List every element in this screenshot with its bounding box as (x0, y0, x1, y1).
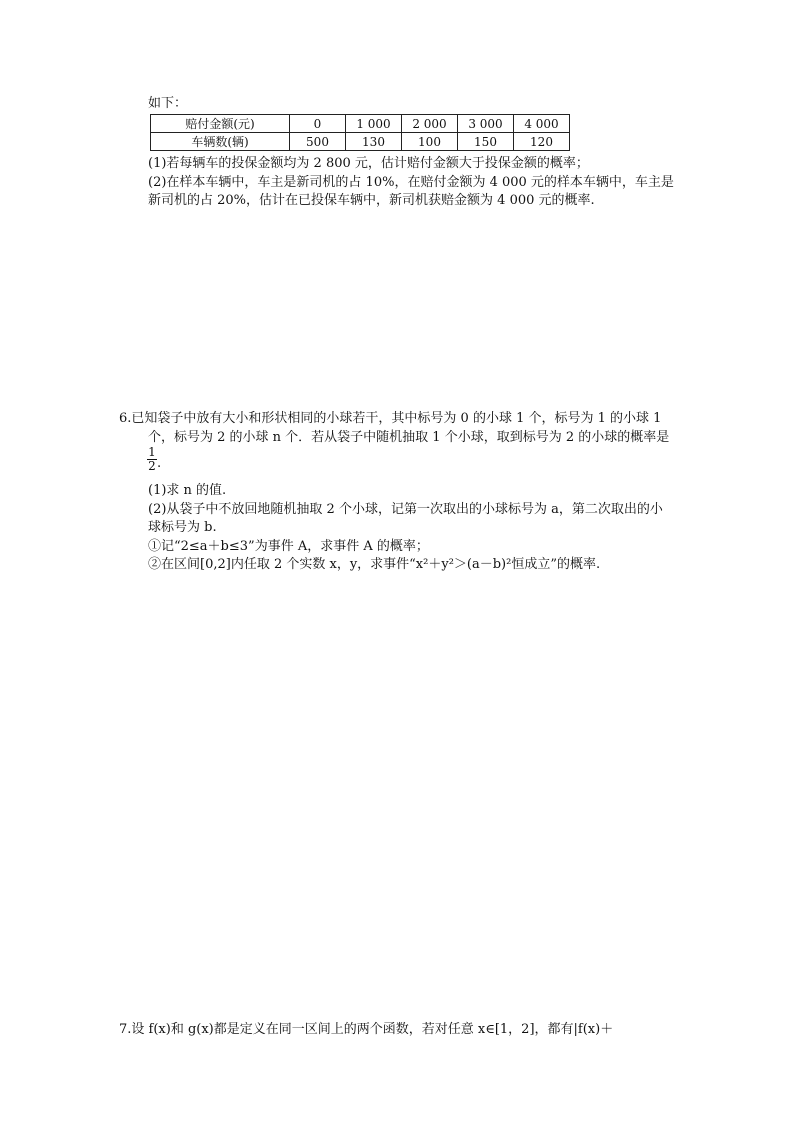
table-row (151, 133, 570, 151)
table-cell: 2 000 (402, 115, 458, 133)
table-cell: 4 000 (514, 115, 570, 133)
claims-table (150, 114, 570, 151)
fraction-denominator: 2 (148, 459, 156, 473)
q5-part1: (1)若每辆车的投保金额均为 2 800 元，估计赔付金额大于投保金额的概率； (148, 156, 589, 171)
q6-part1: (1)求 n 的值. (148, 483, 227, 498)
q6-stem-line2: 个，标号为 2 的小球 n 个．若从袋子中随机抽取 1 个小球，取到标号为 2 的小球的概率是 (148, 430, 670, 445)
fraction-one-half (147, 446, 157, 473)
table-header-cell: 赔付金额(元) (151, 115, 290, 133)
fraction-numerator: 1 (148, 445, 156, 459)
table-cell: 500 (290, 133, 346, 151)
table-cell: 100 (402, 133, 458, 151)
q7-stem-line1: 7.设 f(x)和 g(x)都是定义在同一区间上的两个函数，若对任意 x∈[1，2]，都有|f(x)＋ (119, 1022, 614, 1037)
q5-part2-line1: (2)在样本车辆中，车主是新司机的占 10%，在赔付金额为 4 000 元的样本车辆中，车主是 (148, 175, 674, 190)
table-cell: 0 (290, 115, 346, 133)
intro-text: 如下： (148, 96, 188, 111)
fraction-period: . (157, 456, 162, 471)
q6-sub1: ①记“2≤a＋b≤3”为事件 A，求事件 A 的概率； (148, 539, 429, 554)
table-cell: 120 (514, 133, 570, 151)
table-cell: 3 000 (458, 115, 514, 133)
table-cell: 150 (458, 133, 514, 151)
table-header-cell: 车辆数(辆) (151, 133, 290, 151)
q5-part2-line2: 新司机的占 20%，估计在已投保车辆中，新司机获赔金额为 4 000 元的概率. (148, 193, 595, 208)
q6-part2-line2: 球标号为 b. (148, 520, 217, 535)
q6-part2-line1: (2)从袋子中不放回地随机抽取 2 个小球，记第一次取出的小球标号为 a，第二次取出的小 (148, 502, 663, 517)
table-row (151, 115, 570, 133)
table-cell: 1 000 (346, 115, 402, 133)
q6-stem-line1: 6.已知袋子中放有大小和形状相同的小球若干，其中标号为 0 的小球 1 个，标号为 1 的小球 1 (119, 411, 662, 426)
q6-sub2: ②在区间[0,2]内任取 2 个实数 x，y，求事件“x²＋y²＞(a－b)²恒成立”的概率. (148, 557, 601, 572)
table-cell: 130 (346, 133, 402, 151)
